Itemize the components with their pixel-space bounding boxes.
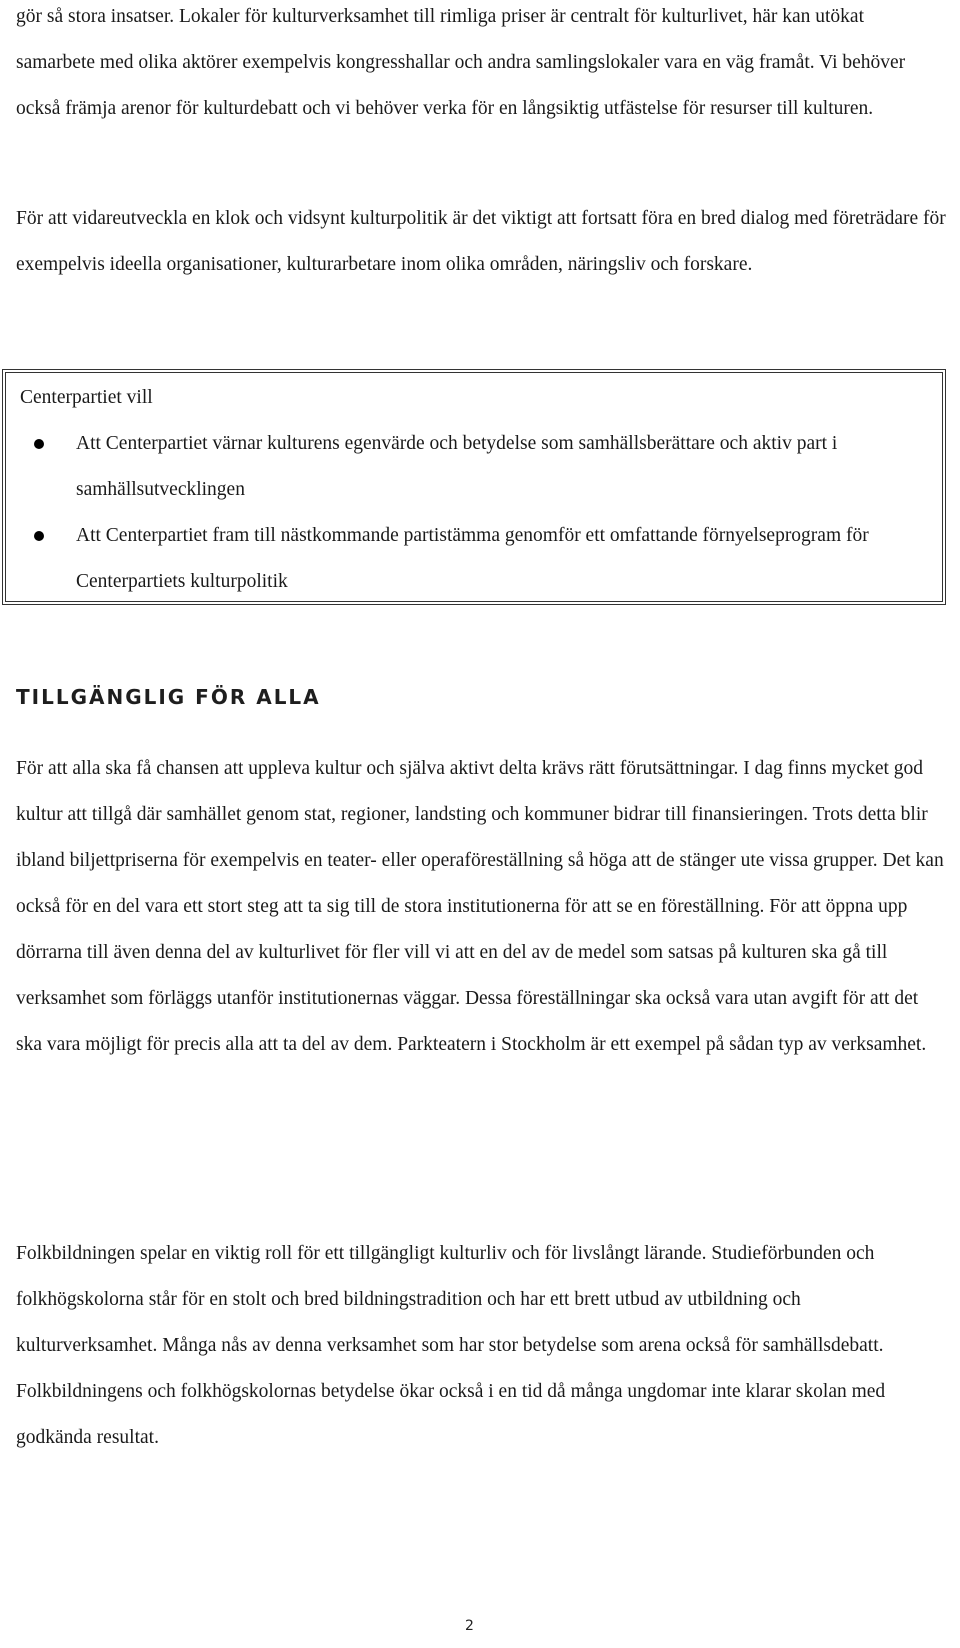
page-number: 2 (465, 1618, 474, 1634)
policy-box-title: Centerpartiet vill (20, 387, 153, 408)
bullet-icon (34, 531, 44, 541)
paragraph-intro: gör så stora insatser. Lokaler för kulturverksamhet till rimliga priser är centralt för kulturlivet, här kan utökat samarbete med olika aktörer exempelvis kongresshallar och andra samlingslokaler vara en väg framåt. Vi behöver också främja arenor för kulturdebatt och vi behöver verka för en långsiktig utfästelse för resurser till kulturen. (16, 6, 906, 119)
paragraph-folkbildning: Folkbildningen spelar en viktig roll för ett tillgängligt kulturliv och för livslångt lärande. Studieförbunden och folkhögskolorna står för en stolt och bred bildningstradition och har ett brett utbud av utbildning och kulturverksamhet. Många nås av denna verksamhet som har stor betydelse som arena också för samhällsdebatt. Folkbildningens och folkhögskolornas betydelse ökar också i en tid då många ungdomar inte klarar skolan med godkända resultat. (16, 1243, 886, 1448)
policy-list-item (6, 421, 926, 513)
policy-list-item (6, 513, 926, 605)
section-heading: TILLGÄNGLIG FÖR ALLA (16, 685, 321, 709)
policy-box (2, 369, 946, 605)
policy-item-text: Att Centerpartiet värnar kulturens egenvärde och betydelse som samhällsberättare och aktiv part i samhällsutvecklingen (76, 433, 838, 500)
policy-list (6, 421, 926, 605)
paragraph-accessibility: För att alla ska få chansen att uppleva kultur och själva aktivt delta krävs rätt förutsättningar. I dag finns mycket god kultur att tillgå där samhället genom stat, regioner, landsting och kommuner bidrar till finansieringen. Trots detta blir ibland biljettpriserna för exempelvis en teater- eller operaföreställning så höga att de stänger ute vissa grupper. Det kan också för en del vara ett stort steg att ta sig till de stora institutionerna för att se en föreställning. För att öppna upp dörrarna till även denna del av kulturlivet för fler vill vi att en del av de medel som satsas på kulturen ska gå till verksamhet som förläggs utanför institutionernas väggar. Dessa föreställningar ska också vara utan avgift för att det ska vara möjligt för precis alla att ta del av dem. Parkteatern i Stockholm är ett exempel på sådan typ av verksamhet. (16, 758, 944, 1055)
policy-item-text: Att Centerpartiet fram till nästkommande partistämma genomför ett omfattande förnyelseprogram för Centerpartiets kulturpolitik (76, 525, 869, 592)
paragraph-dialog: För att vidareutveckla en klok och vidsynt kulturpolitik är det viktigt att fortsatt föra en bred dialog med företrädare för exempelvis ideella organisationer, kulturarbetare inom olika områden, näringsliv och forskare. (16, 208, 946, 275)
bullet-icon (34, 439, 44, 449)
